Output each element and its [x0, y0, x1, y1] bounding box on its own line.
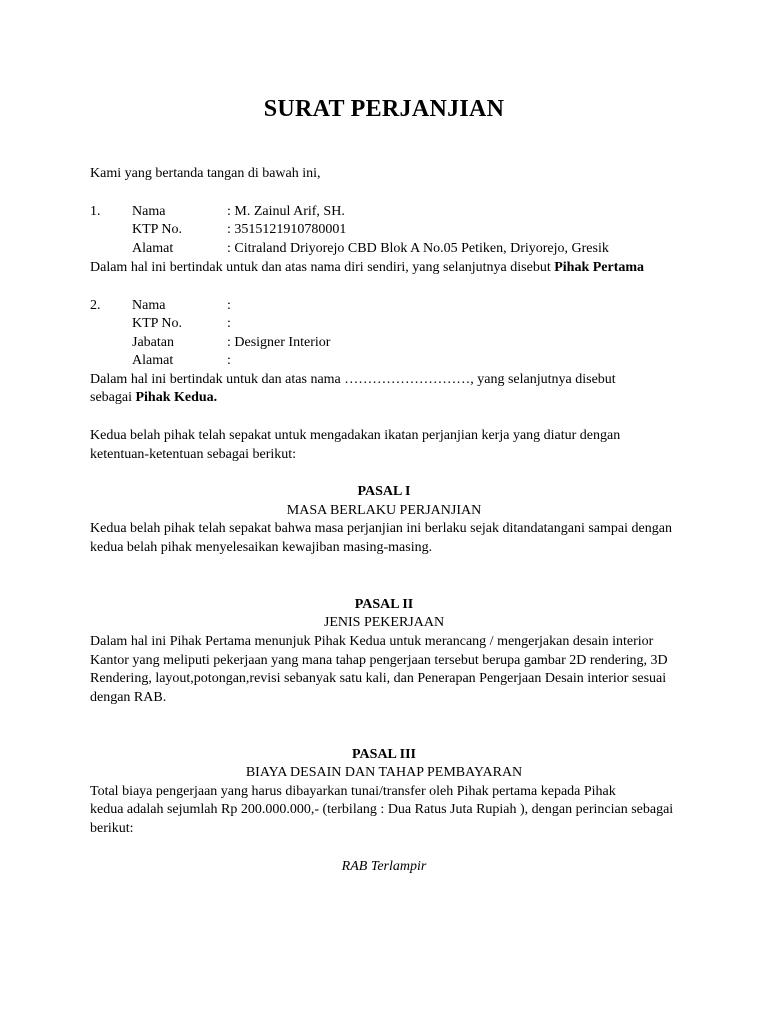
party1-number: 1. — [90, 204, 101, 219]
pasal3-line-1: Total biaya pengerjaan yang harus dibayarkan tunai/transfer oleh Pihak pertama kepada Pihak — [90, 784, 616, 799]
agreement-line-1: Kedua belah pihak telah sepakat untuk mengadakan ikatan perjanjian kerja yang diatur dengan — [90, 428, 621, 443]
pasal1-heading: PASAL I — [357, 484, 411, 499]
party2-position-value: : Designer Interior — [227, 335, 331, 350]
party1-statement — [90, 259, 644, 277]
party1-address-label: Alamat — [132, 241, 174, 256]
party1-name-value: : M. Zainul Arif, SH. — [227, 204, 345, 219]
pasal2-heading: PASAL II — [354, 597, 414, 612]
pasal2-line-2: Kantor yang meliputi pekerjaan yang mana tahap pengerjaan tersebut berupa gambar 2D rendering, 3D — [90, 653, 668, 668]
party1-name-label: Nama — [132, 204, 166, 219]
pasal2-subheading: JENIS PEKERJAAN — [323, 615, 445, 630]
party2-number: 2. — [90, 298, 101, 313]
pasal1-subheading: MASA BERLAKU PERJANJIAN — [286, 503, 482, 518]
party1-role: Pihak Pertama — [554, 260, 645, 275]
party2-name-label: Nama — [132, 298, 166, 313]
agreement-line-2: ketentuan-ketentuan sebagai berikut: — [90, 447, 297, 462]
party2-address-value: : — [227, 353, 231, 368]
pasal3-line-2: kedua adalah sejumlah Rp 200.000.000,- (terbilang : Dua Ratus Juta Rupiah ), dengan perincian sebagai — [90, 802, 674, 817]
pasal1-line-2: kedua belah pihak menyelesaikan kewajiban masing-masing. — [90, 540, 433, 555]
party2-ktp-value: : — [227, 316, 231, 331]
party2-name-value: : — [227, 298, 231, 313]
party2-statement-line2 — [90, 389, 217, 407]
party1-address-value: : Citraland Driyorejo CBD Blok A No.05 Petiken, Driyorejo, Gresik — [227, 241, 609, 256]
party1-ktp-label: KTP No. — [132, 222, 183, 237]
document-title: SURAT PERJANJIAN — [263, 96, 505, 122]
pasal3-line-3: berikut: — [90, 821, 134, 836]
party2-statement-line1: Dalam hal ini bertindak untuk dan atas nama ………………………, yang selanjutnya disebut — [90, 372, 616, 387]
pasal3-subheading: BIAYA DESAIN DAN TAHAP PEMBAYARAN — [245, 765, 523, 780]
pasal2-line-3: Rendering, layout,potongan,revisi sebanyak satu kali, dan Penerapan Pengerjaan Desain interior sesuai — [90, 671, 667, 686]
party1-statement-text: Dalam hal ini bertindak untuk dan atas nama diri sendiri, yang selanjutnya disebut — [90, 260, 555, 275]
rab-note: RAB Terlampir — [341, 859, 427, 874]
party2-address-label: Alamat — [132, 353, 174, 368]
party2-position-label: Jabatan — [132, 335, 174, 350]
party2-role: Pihak Kedua. — [135, 390, 218, 405]
party2-statement-text: sebagai — [90, 390, 136, 405]
intro-text: Kami yang bertanda tangan di bawah ini, — [90, 166, 321, 181]
party1-ktp-value: : 3515121910780001 — [227, 222, 347, 237]
pasal3-heading: PASAL III — [352, 747, 416, 762]
pasal1-line-1: Kedua belah pihak telah sepakat bahwa masa perjanjian ini berlaku sejak ditandatangani sampai dengan — [90, 521, 672, 536]
pasal2-line-1: Dalam hal ini Pihak Pertama menunjuk Pihak Kedua untuk merancang / mengerjakan desain interior — [90, 634, 654, 649]
pasal2-line-4: dengan RAB. — [90, 690, 167, 705]
party2-ktp-label: KTP No. — [132, 316, 183, 331]
